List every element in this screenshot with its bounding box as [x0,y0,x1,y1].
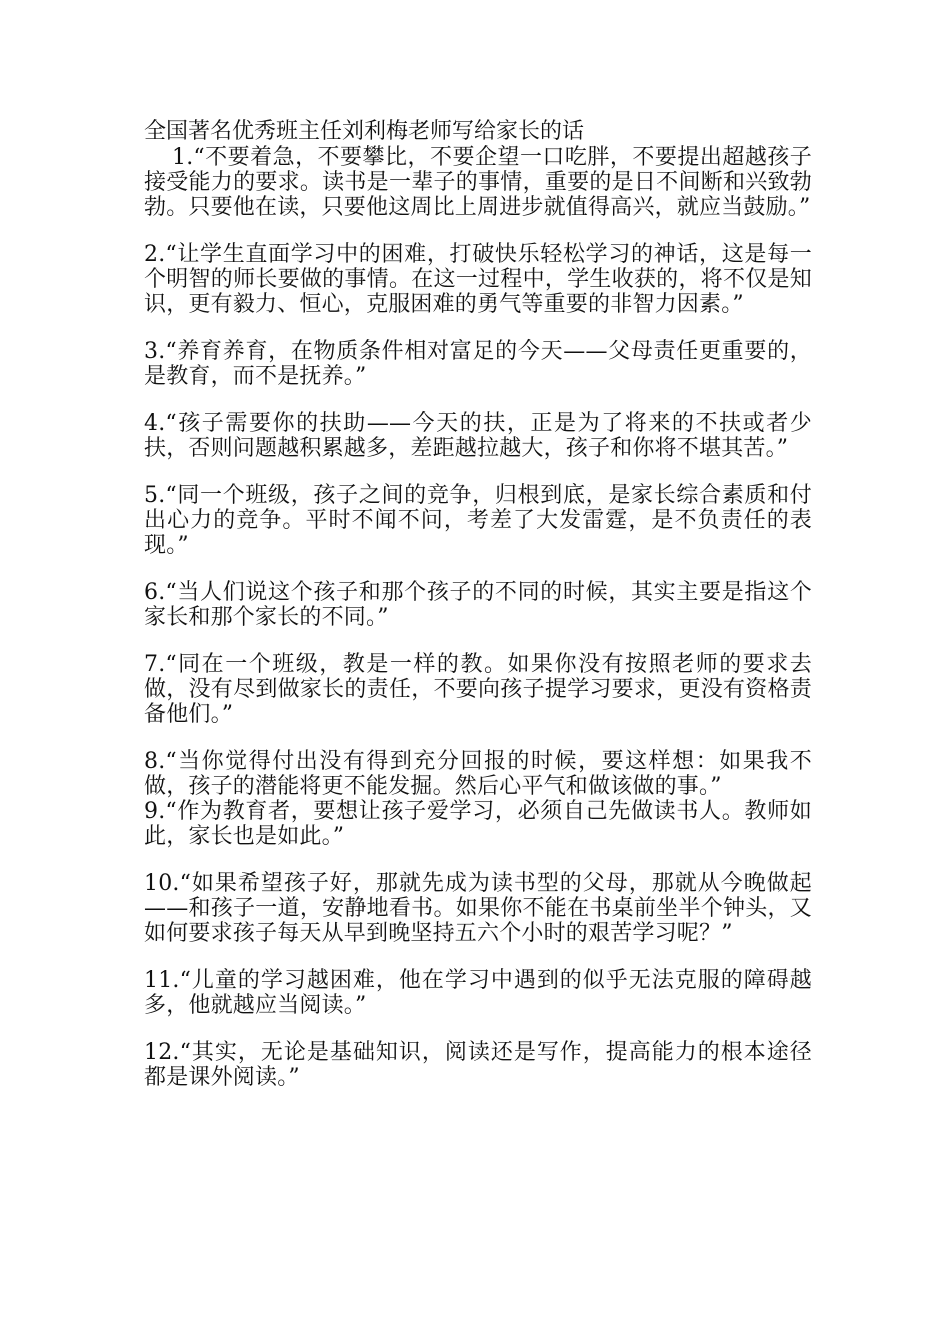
paragraph-2: 2.“让学生直面学习中的困难，打破快乐轻松学习的神话，这是每一个明智的师长要做的事情。在这一过程中，学生收获的，将不仅是知识，更有毅力、恒心，克服困难的勇气等重要的非智力因素。” [144,242,812,317]
paragraph-9: 9.“作为教育者，要想让孩子爱学习，必须自己先做读书人。教师如此，家长也是如此。” [144,799,812,849]
paragraph-5: 5.“同一个班级，孩子之间的竞争，归根到底，是家长综合素质和付出心力的竞争。平时不闻不问，考差了大发雷霆，是不负责任的表现。” [144,483,812,558]
document-title: 全国著名优秀班主任刘利梅老师写给家长的话 [144,119,585,144]
paragraph-11: 11.“儿童的学习越困难，他在学习中遇到的似乎无法克服的障碍越多，他就越应当阅读。” [144,968,812,1018]
paragraph-4: 4.“孩子需要你的扶助——今天的扶，正是为了将来的不扶或者少扶，否则问题越积累越多，差距越拉越大，孩子和你将不堪其苦。” [144,411,812,461]
paragraph-8: 8.“当你觉得付出没有得到充分回报的时候，要这样想：如果我不做，孩子的潜能将更不能发掘。然后心平气和做该做的事。” [144,749,812,799]
paragraph-3: 3.“养育养育，在物质条件相对富足的今天——父母责任更重要的，是教育，而不是抚养。” [144,339,812,389]
paragraph-1: 1.“不要着急，不要攀比，不要企望一口吃胖，不要提出超越孩子接受能力的要求。读书是一辈子的事情，重要的是日不间断和兴致勃勃。只要他在读，只要他这周比上周进步就值得高兴，就应当鼓励。” [144,145,812,220]
paragraph-6: 6.“当人们说这个孩子和那个孩子的不同的时候，其实主要是指这个家长和那个家长的不同。” [144,580,812,630]
paragraph-10: 10.“如果希望孩子好，那就先成为读书型的父母，那就从今晚做起——和孩子一道，安静地看书。如果你不能在书桌前坐半个钟头，又如何要求孩子每天从早到晚坚持五六个小时的艰苦学习呢？” [144,871,812,946]
paragraph-12: 12.“其实，无论是基础知识，阅读还是写作，提高能力的根本途径都是课外阅读。” [144,1040,812,1090]
paragraph-7: 7.“同在一个班级，教是一样的教。如果你没有按照老师的要求去做，没有尽到做家长的责任，不要向孩子提学习要求，更没有资格责备他们。” [144,652,812,727]
document-page [144,118,812,1090]
